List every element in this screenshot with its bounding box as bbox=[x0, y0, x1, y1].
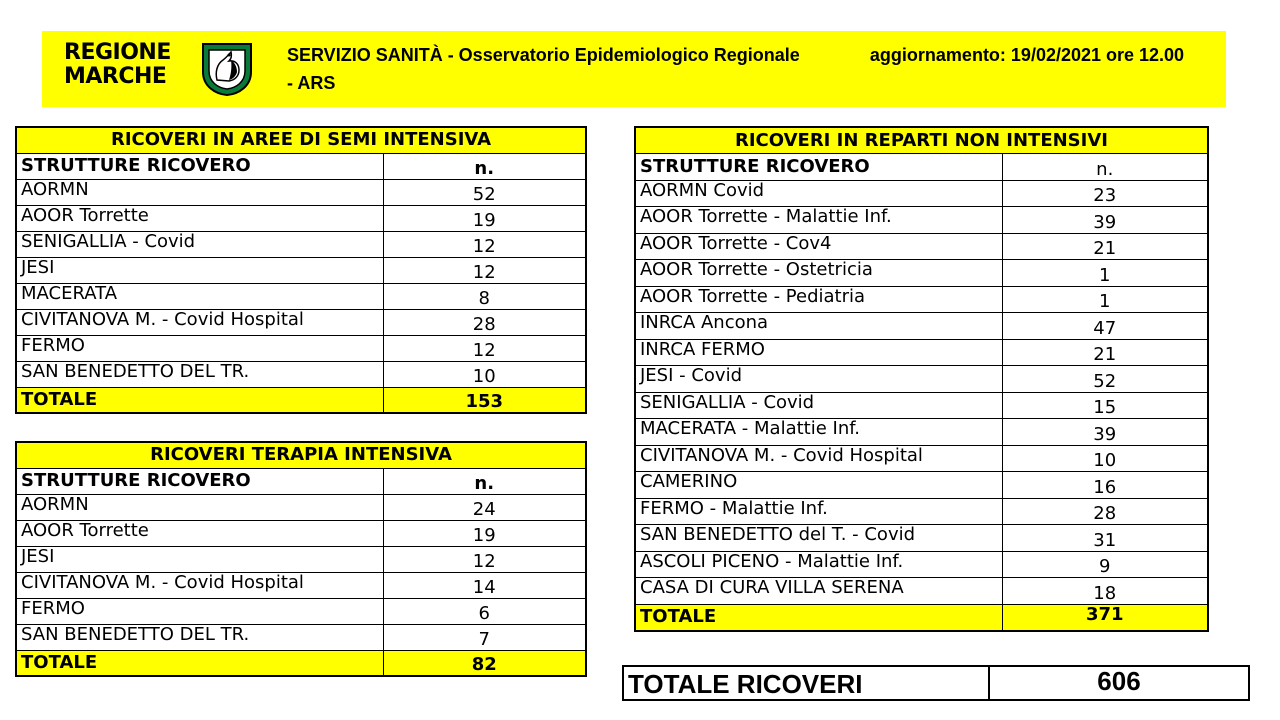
table-title: RICOVERI IN AREE DI SEMI INTENSIVA bbox=[16, 127, 586, 153]
row-name: JESI - Covid bbox=[635, 366, 1002, 393]
row-name: AOOR Torrette bbox=[16, 520, 383, 546]
table-row bbox=[635, 180, 1208, 207]
row-name: FERMO bbox=[16, 598, 383, 624]
regione-marche-logo bbox=[64, 41, 171, 89]
row-value: 1 bbox=[1002, 286, 1208, 313]
table-row bbox=[635, 392, 1208, 419]
row-value: 12 bbox=[383, 335, 586, 361]
row-value: 9 bbox=[1002, 551, 1208, 578]
column-header-n: n. bbox=[383, 468, 586, 494]
row-name: AOOR Torrette - Malattie Inf. bbox=[635, 207, 1002, 234]
row-value: 6 bbox=[383, 598, 586, 624]
row-name: AORMN Covid bbox=[635, 180, 1002, 207]
row-value: 10 bbox=[1002, 445, 1208, 472]
table-row bbox=[635, 313, 1208, 340]
row-value: 28 bbox=[383, 309, 586, 335]
table-row bbox=[16, 598, 586, 624]
column-header-strutture: STRUTTURE RICOVERO bbox=[635, 154, 1002, 181]
table-row bbox=[16, 335, 586, 361]
row-name: CIVITANOVA M. - Covid Hospital bbox=[635, 445, 1002, 472]
totale-ricoveri-label: TOTALE RICOVERI bbox=[624, 667, 990, 699]
table-row bbox=[635, 498, 1208, 525]
total-row bbox=[16, 650, 586, 676]
table-row bbox=[16, 361, 586, 387]
column-header-n: n. bbox=[1002, 154, 1208, 181]
table-row bbox=[635, 260, 1208, 287]
table-row bbox=[635, 551, 1208, 578]
table-row bbox=[635, 525, 1208, 552]
total-value: 82 bbox=[383, 650, 586, 676]
row-name: CASA DI CURA VILLA SERENA bbox=[635, 578, 1002, 605]
row-value: 24 bbox=[383, 494, 586, 520]
table-row bbox=[635, 445, 1208, 472]
row-value: 19 bbox=[383, 205, 586, 231]
row-name: AORMN bbox=[16, 179, 383, 205]
semi-intensiva-table bbox=[15, 126, 587, 414]
table-row bbox=[635, 207, 1208, 234]
table-row bbox=[16, 205, 586, 231]
table-row bbox=[16, 494, 586, 520]
service-title: SERVIZIO SANITÀ - Osservatorio Epidemiologico Regionale - ARS bbox=[287, 45, 800, 93]
totale-ricoveri-value: 606 bbox=[1097, 666, 1141, 696]
row-value: 15 bbox=[1002, 392, 1208, 419]
table-title: RICOVERI TERAPIA INTENSIVA bbox=[16, 442, 586, 468]
update-timestamp: aggiornamento: 19/02/2021 ore 12.00 bbox=[869, 45, 1185, 65]
row-name: INRCA Ancona bbox=[635, 313, 1002, 340]
row-value: 47 bbox=[1002, 313, 1208, 340]
table-row bbox=[635, 339, 1208, 366]
total-value: 371 bbox=[1002, 604, 1208, 631]
row-name: CIVITANOVA M. - Covid Hospital bbox=[16, 572, 383, 598]
logo-line2: MARCHE bbox=[64, 64, 167, 89]
table-row bbox=[635, 578, 1208, 605]
row-name: AOOR Torrette - Ostetricia bbox=[635, 260, 1002, 287]
row-value: 23 bbox=[1002, 180, 1208, 207]
total-value: 153 bbox=[383, 387, 586, 413]
row-name: SAN BENEDETTO del T. - Covid bbox=[635, 525, 1002, 552]
row-name: CAMERINO bbox=[635, 472, 1002, 499]
row-value: 39 bbox=[1002, 207, 1208, 234]
table-row bbox=[16, 179, 586, 205]
total-label: TOTALE bbox=[16, 650, 383, 676]
row-value: 19 bbox=[383, 520, 586, 546]
row-value: 14 bbox=[383, 572, 586, 598]
row-name: SENIGALLIA - Covid bbox=[635, 392, 1002, 419]
table-row bbox=[16, 546, 586, 572]
row-name: JESI bbox=[16, 546, 383, 572]
table-row bbox=[635, 472, 1208, 499]
total-row bbox=[635, 604, 1208, 631]
row-value: 10 bbox=[383, 361, 586, 387]
row-value: 7 bbox=[383, 624, 586, 650]
row-value: 16 bbox=[1002, 472, 1208, 499]
row-value: 52 bbox=[1002, 366, 1208, 393]
table-row bbox=[16, 257, 586, 283]
row-name: INRCA FERMO bbox=[635, 339, 1002, 366]
logo-line1: REGIONE bbox=[64, 40, 171, 65]
terapia-intensiva-table bbox=[15, 441, 587, 677]
total-row bbox=[16, 387, 586, 413]
reparti-non-intensivi-table bbox=[634, 126, 1209, 632]
column-header-strutture: STRUTTURE RICOVERO bbox=[16, 468, 383, 494]
table-row bbox=[16, 572, 586, 598]
row-value: 31 bbox=[1002, 525, 1208, 552]
table-row bbox=[635, 286, 1208, 313]
table-row bbox=[16, 309, 586, 335]
row-value: 21 bbox=[1002, 233, 1208, 260]
table-row bbox=[635, 419, 1208, 446]
table-row bbox=[16, 520, 586, 546]
column-header-strutture: STRUTTURE RICOVERO bbox=[16, 153, 383, 179]
total-label: TOTALE bbox=[16, 387, 383, 413]
row-name: MACERATA - Malattie Inf. bbox=[635, 419, 1002, 446]
row-value: 39 bbox=[1002, 419, 1208, 446]
row-value: 21 bbox=[1002, 339, 1208, 366]
row-name: SAN BENEDETTO DEL TR. bbox=[16, 361, 383, 387]
row-value: 18 bbox=[1002, 578, 1208, 605]
row-name: ASCOLI PICENO - Malattie Inf. bbox=[635, 551, 1002, 578]
totale-ricoveri-box bbox=[622, 665, 1250, 701]
regione-shield-icon bbox=[201, 42, 253, 96]
total-label: TOTALE bbox=[635, 604, 1002, 631]
row-value: 12 bbox=[383, 231, 586, 257]
row-value: 52 bbox=[383, 179, 586, 205]
row-name: JESI bbox=[16, 257, 383, 283]
table-row bbox=[16, 283, 586, 309]
row-name: CIVITANOVA M. - Covid Hospital bbox=[16, 309, 383, 335]
row-name: AORMN bbox=[16, 494, 383, 520]
row-name: FERMO - Malattie Inf. bbox=[635, 498, 1002, 525]
row-name: AOOR Torrette - Cov4 bbox=[635, 233, 1002, 260]
row-name: FERMO bbox=[16, 335, 383, 361]
row-value: 28 bbox=[1002, 498, 1208, 525]
row-name: MACERATA bbox=[16, 283, 383, 309]
table-row bbox=[635, 366, 1208, 393]
row-value: 1 bbox=[1002, 260, 1208, 287]
table-row bbox=[16, 624, 586, 650]
row-name: AOOR Torrette - Pediatria bbox=[635, 286, 1002, 313]
row-value: 12 bbox=[383, 546, 586, 572]
table-row bbox=[16, 231, 586, 257]
row-value: 12 bbox=[383, 257, 586, 283]
header-banner bbox=[42, 31, 1226, 107]
row-value: 8 bbox=[383, 283, 586, 309]
column-header-n: n. bbox=[383, 153, 586, 179]
row-name: SENIGALLIA - Covid bbox=[16, 231, 383, 257]
table-row bbox=[635, 233, 1208, 260]
table-title: RICOVERI IN REPARTI NON INTENSIVI bbox=[635, 127, 1208, 154]
row-name: AOOR Torrette bbox=[16, 205, 383, 231]
row-name: SAN BENEDETTO DEL TR. bbox=[16, 624, 383, 650]
